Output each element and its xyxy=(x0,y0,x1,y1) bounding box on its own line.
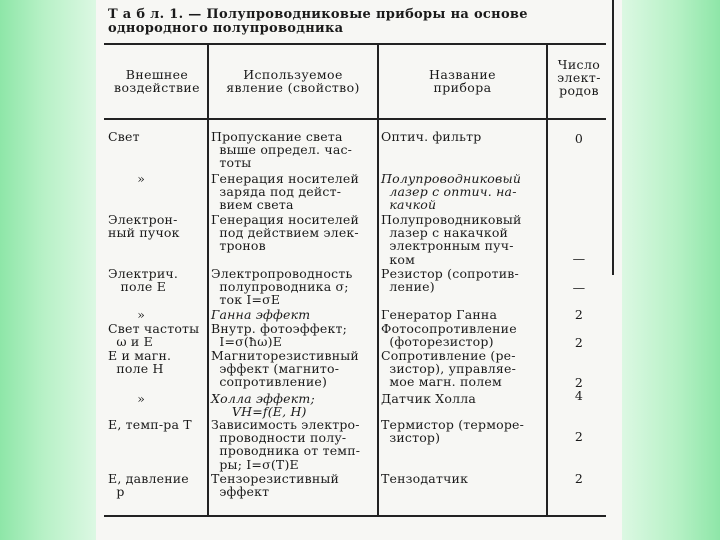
caption-line-2: однородного полупроводника xyxy=(108,21,344,36)
row-7-device: Сопротивление (ре- зистор), управляе- мое магн. полем xyxy=(381,348,516,390)
header-phenomenon: Используемое явление (свойство) xyxy=(226,67,360,95)
row-1-phenomenon: Пропускание света выше определ. час- тоты xyxy=(211,129,353,171)
row-2-device: Полупроводниковый лазер с оптич. на- качкой xyxy=(381,171,522,213)
page-edge-line xyxy=(612,0,614,275)
row-2-action: » xyxy=(108,171,146,186)
header-rule xyxy=(104,118,606,120)
right-green-stripe xyxy=(622,0,720,540)
row-5-device: Генератор Ганна xyxy=(381,307,498,322)
row-7-phenomenon: Магниторезистивный эффект (магнито- сопротивление) xyxy=(211,348,359,390)
row-1-device: Оптич. фильтр xyxy=(381,129,482,144)
row-10-electrodes: 2 xyxy=(574,471,584,486)
row-6-action: Свет частоты ω и E xyxy=(108,321,200,350)
row-4-electrodes: — xyxy=(572,280,586,295)
row-7-electrodes: 2 xyxy=(574,375,584,390)
row-5-action: » xyxy=(108,307,146,322)
row-6-device: Фотосопротивление (фоторезистор) xyxy=(381,321,517,350)
column-divider-3 xyxy=(546,45,548,515)
row-4-action: Электрич. поле E xyxy=(108,266,179,295)
header-device-name: Название прибора xyxy=(429,67,496,95)
row-6-electrodes: 2 xyxy=(574,335,584,350)
row-3-action: Электрон- ный пучок xyxy=(108,212,180,241)
row-1-action: Свет xyxy=(108,129,140,144)
row-8-phenomenon: Холла эффект; VH=f(E, H) xyxy=(211,391,315,420)
caption-line-1: Т а б л. 1. — Полупроводниковые приборы на основе xyxy=(108,7,528,22)
row-9-device: Термистор (терморе- зистор) xyxy=(381,417,525,446)
row-1-electrodes: 0 xyxy=(574,131,584,146)
top-rule xyxy=(104,43,606,45)
row-9-phenomenon: Зависимость электро- проводности полу- проводника от темп- ры; I=σ(T)E xyxy=(211,417,361,472)
row-5-phenomenon: Ганна эффект xyxy=(211,307,311,322)
header-electrode-count: Число элект- родов xyxy=(557,57,601,98)
row-6-phenomenon: Внутр. фотоэффект; I=σ(ħω)E xyxy=(211,321,347,350)
row-10-device: Тензодатчик xyxy=(381,471,469,486)
row-3-electrodes: — xyxy=(572,251,586,266)
row-3-device: Полупроводниковый лазер с накачкой электронным пуч- ком xyxy=(381,212,522,267)
row-8-electrodes: 4 xyxy=(574,388,584,403)
row-8-action: » xyxy=(108,391,146,406)
row-9-electrodes: 2 xyxy=(574,429,584,444)
left-green-stripe xyxy=(0,0,96,540)
row-10-phenomenon: Тензорезистивный эффект xyxy=(211,471,340,500)
row-3-phenomenon: Генерация носителей под действием элек- тронов xyxy=(211,212,360,254)
row-5-electrodes: 2 xyxy=(574,307,584,322)
row-2-phenomenon: Генерация носителей заряда под дейст- вием света xyxy=(211,171,360,213)
row-9-action: E, темп-ра T xyxy=(108,417,192,432)
row-4-phenomenon: Электропроводность полупроводника σ; ток I=σE xyxy=(211,266,353,308)
row-7-action: E и магн. поле H xyxy=(108,348,172,377)
row-8-device: Датчик Холла xyxy=(381,391,477,406)
row-10-action: E, давление p xyxy=(108,471,189,500)
row-4-device: Резистор (сопротив- ление) xyxy=(381,266,519,295)
header-external-action: Внешнее воздействие xyxy=(114,67,200,95)
bottom-rule xyxy=(104,515,606,517)
table-caption xyxy=(108,8,608,36)
